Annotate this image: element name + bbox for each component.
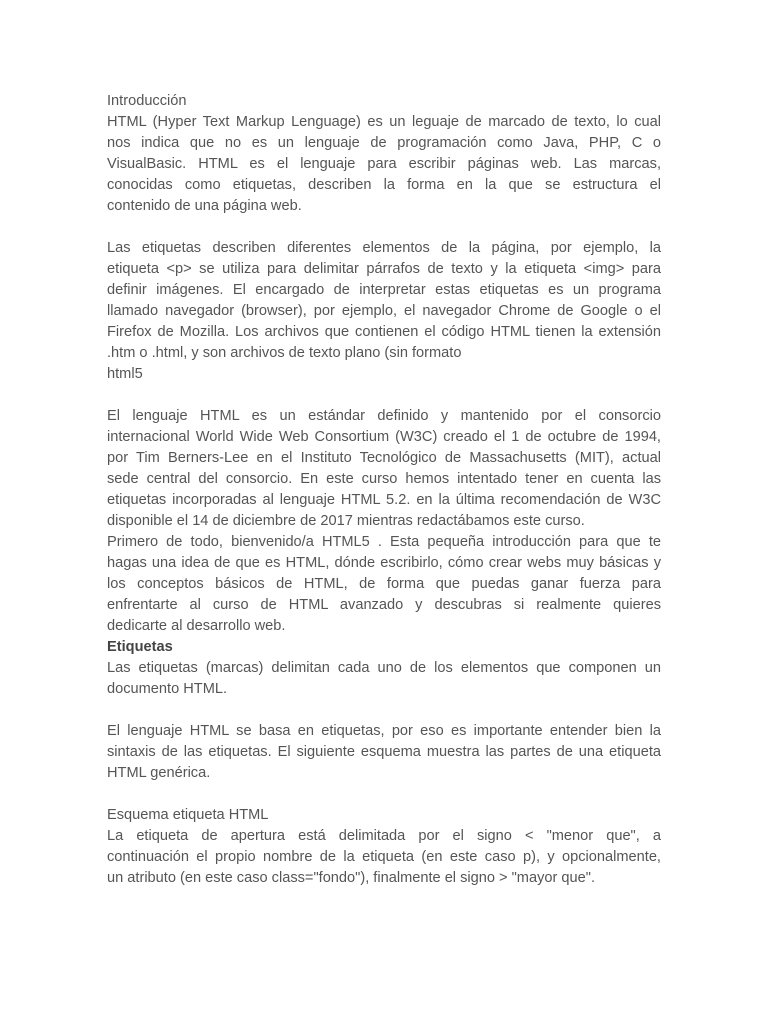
paragraph-line: HTML (Hyper Text Markup Lenguage) es un leguaje de marcado de texto, lo cual: [107, 114, 661, 130]
paragraph-line: un atributo (en este caso class="fondo"), finalmente el signo > "mayor que".: [107, 870, 595, 886]
paragraph-line: internacional World Wide Web Consortium (W3C) creado el 1 de octubre de 1994,: [107, 429, 661, 445]
paragraph-line: El lenguaje HTML se basa en etiquetas, por eso es importante entender bien la: [107, 723, 661, 739]
paragraph-line: El lenguaje HTML es un estándar definido y mantenido por el consorcio: [107, 408, 661, 424]
paragraph-line: Primero de todo, bienvenido/a HTML5 . Esta pequeña introducción para que te: [107, 534, 661, 550]
section-heading-esquema: Esquema etiqueta HTML: [107, 807, 269, 823]
blank-line: [107, 784, 661, 805]
paragraph-line: los conceptos básicos de HTML, de forma que puedas ganar fuerza para: [107, 576, 661, 592]
paragraph-line: documento HTML.: [107, 681, 228, 697]
blank-line: [107, 700, 661, 721]
blank-line: [107, 217, 661, 238]
paragraph-line: hagas una idea de que es HTML, dónde escribirlo, cómo crear webs muy básicas y: [107, 555, 661, 571]
paragraph-line: dedicarte al desarrollo web.: [107, 618, 286, 634]
paragraph-line: etiquetas incorporadas al lenguaje HTML 5.2. en la última recomendación de W3C: [107, 492, 661, 508]
paragraph-line: disponible el 14 de diciembre de 2017 mientras redactábamos este curso.: [107, 513, 585, 529]
blank-line: [107, 385, 661, 406]
paragraph-line: sintaxis de las etiquetas. El siguiente esquema muestra las partes de una etiqueta: [107, 744, 661, 760]
paragraph-line: Las etiquetas describen diferentes elementos de la página, por ejemplo, la: [107, 240, 661, 256]
paragraph-line: VisualBasic. HTML es el lenguaje para escribir páginas web. Las marcas,: [107, 156, 661, 172]
paragraph-line: nos indica que no es un lenguaje de programación como Java, PHP, C o: [107, 135, 661, 151]
section-heading-introduccion: Introducción: [107, 93, 187, 109]
paragraph-line: .htm o .html, y son archivos de texto plano (sin formato: [107, 345, 462, 361]
paragraph-line: definir imágenes. El encargado de interpretar estas etiquetas es un programa: [107, 282, 661, 298]
paragraph-line: contenido de una página web.: [107, 198, 302, 214]
paragraph-line: etiqueta <p> se utiliza para delimitar párrafos de texto y la etiqueta <img> para: [107, 261, 661, 277]
paragraph-line: continuación el propio nombre de la etiqueta (en este caso p), y opcionalmente,: [107, 849, 661, 865]
paragraph-line: Firefox de Mozilla. Los archivos que contienen el código HTML tienen la extensión: [107, 324, 661, 340]
paragraph-line: sede central del consorcio. En este curso hemos intentado tener en cuenta las: [107, 471, 661, 487]
paragraph-line: enfrentarte al curso de HTML avanzado y descubras si realmente quieres: [107, 597, 661, 613]
paragraph-line: html5: [107, 366, 143, 382]
paragraph-line: La etiqueta de apertura está delimitada por el signo < "menor que", a: [107, 828, 661, 844]
paragraph-line: por Tim Berners-Lee en el Instituto Tecnológico de Massachusetts (MIT), actual: [107, 450, 661, 466]
paragraph-line: llamado navegador (browser), por ejemplo, el navegador Chrome de Google o el: [107, 303, 661, 319]
paragraph-line: conocidas como etiquetas, describen la forma en la que se estructura el: [107, 177, 661, 193]
section-heading-etiquetas: Etiquetas: [107, 639, 173, 655]
document-page: [107, 91, 661, 889]
paragraph-line: Las etiquetas (marcas) delimitan cada uno de los elementos que componen un: [107, 660, 661, 676]
paragraph-line: HTML genérica.: [107, 765, 211, 781]
